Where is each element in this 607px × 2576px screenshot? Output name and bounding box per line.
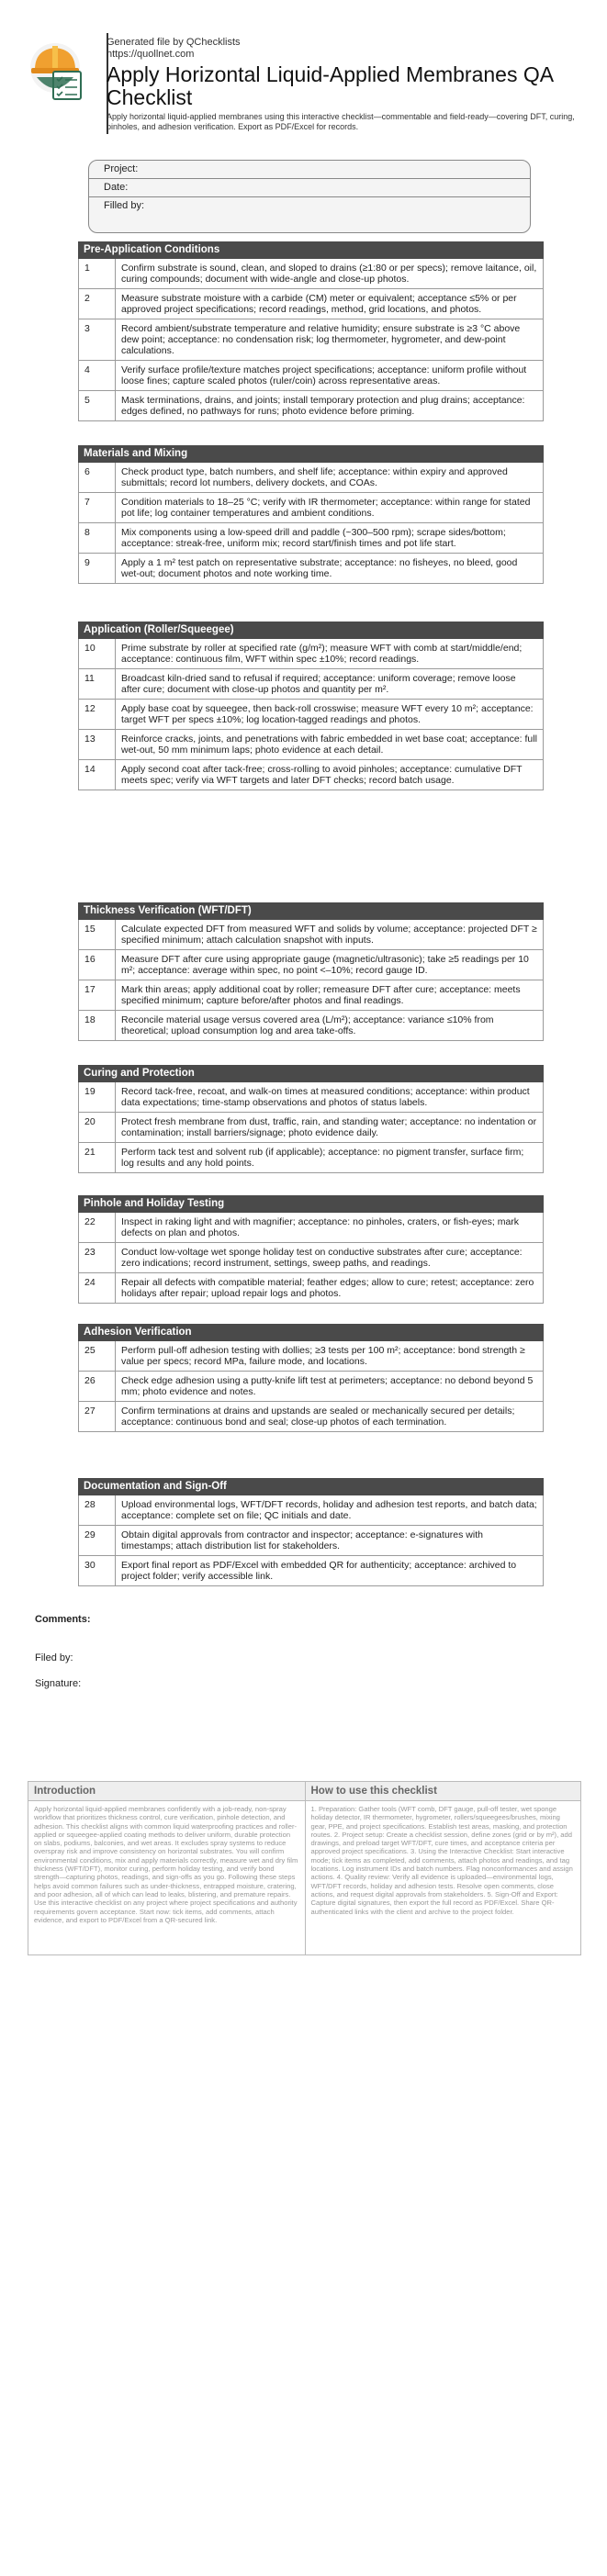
item-text: Apply a 1 m² test patch on representative substrate; acceptance: no fisheyes, no bleed, good wet-out; document photos and note working time.	[121, 557, 518, 579]
item-number: 25	[79, 1341, 116, 1371]
filed-by-label: Filed by:	[35, 1652, 73, 1663]
item-text: Obtain digital approvals from contractor and inspector; acceptance: e-signatures with timestamps; attach distribution list for stakeholders.	[121, 1529, 483, 1551]
checklist-item[interactable]	[78, 1526, 544, 1556]
how-to-panel	[305, 1782, 581, 1954]
item-text: Protect fresh membrane from dust, traffic, rain, and standing water; acceptance: no indentation or contamination; install barriers/signage; photo evidence daily.	[121, 1116, 537, 1138]
item-number: 2	[79, 289, 116, 319]
item-number: 5	[79, 391, 116, 420]
footer-info	[28, 1781, 581, 1955]
section-heading: Curing and Protection	[78, 1065, 544, 1082]
section-heading: Pre-Application Conditions	[78, 241, 544, 259]
item-number: 17	[79, 980, 116, 1010]
item-text: Apply base coat by squeegee, then back-roll crosswise; measure WFT every 10 m²; acceptance: target WFT per specs ±10%; log location-tagged readings and photos.	[121, 703, 534, 725]
item-text: Apply second coat after tack-free; cross-rolling to avoid pinholes; acceptance: cumulative DFT meets spec; verify via WFT targets and later DFT checks; record batch usage.	[121, 764, 523, 786]
item-text: Measure DFT after cure using appropriate gauge (magnetic/ultrasonic); take ≥5 readings per 10 m²; acceptance: average within spec, no point <–10%; record gauge ID.	[121, 954, 529, 976]
page-title: Apply Horizontal Liquid-Applied Membranes QA Checklist	[107, 62, 553, 109]
checklist-section	[78, 445, 544, 584]
item-number: 13	[79, 730, 116, 759]
checklist-section	[78, 241, 544, 421]
item-number: 1	[79, 259, 116, 288]
item-text: Broadcast kiln-dried sand to refusal if required; acceptance: uniform coverage; remove loose after cure; document with close-up photos and quantity per m².	[121, 673, 516, 695]
checklist-item[interactable]	[78, 493, 544, 523]
item-number: 11	[79, 669, 116, 699]
item-text: Record ambient/substrate temperature and relative humidity; ensure substrate is ≥3 °C above dew point; acceptance: no condensation risk; log thermometer, hygrometer, and dew-point calculations.	[121, 323, 521, 356]
item-text: Calculate expected DFT from measured WFT and solids by volume; acceptance: projected DFT ≥ specified minimum; attach calculation snapshot with inputs.	[121, 924, 537, 946]
section-heading: Thickness Verification (WFT/DFT)	[78, 902, 544, 920]
section-heading: Adhesion Verification	[78, 1324, 544, 1341]
checklist-item[interactable]	[78, 391, 544, 421]
item-number: 16	[79, 950, 116, 980]
item-number: 7	[79, 493, 116, 522]
introduction-panel	[28, 1782, 305, 1954]
checklist-item[interactable]	[78, 1556, 544, 1586]
item-text: Check product type, batch numbers, and shelf life; acceptance: within expiry and approved submittals; record lot numbers, delivery dockets, and COAs.	[121, 466, 508, 488]
item-text: Verify surface profile/texture matches project specifications; acceptance: uniform profile without loose fines; capture scaled photos (ruler/coin) across representative areas.	[121, 364, 527, 386]
page-subtitle: Apply horizontal liquid-applied membranes using this interactive checklist—commentable and field-ready—covering DFT, curing, pinholes, and adhesion verification. Export as PDF/Excel for records.	[107, 112, 575, 131]
comments-label: Comments:	[35, 1614, 91, 1625]
section-heading: Documentation and Sign-Off	[78, 1478, 544, 1495]
checklist-item[interactable]	[78, 523, 544, 554]
checklist-item[interactable]	[78, 730, 544, 760]
document-header	[28, 33, 588, 143]
item-number: 30	[79, 1556, 116, 1585]
checklist-item[interactable]	[78, 463, 544, 493]
item-text: Repair all defects with compatible material; feather edges; allow to cure; retest; acceptance: zero holidays after repair; upload repair logs and photos.	[121, 1277, 534, 1299]
item-number: 6	[79, 463, 116, 492]
item-text: Mix components using a low-speed drill and paddle (~300–500 rpm); scrape sides/bottom; acceptance: streak-free, uniform mix; record start/finish times and pot life start.	[121, 527, 506, 549]
checklist-item[interactable]	[78, 1143, 544, 1173]
item-number: 29	[79, 1526, 116, 1555]
checklist-item[interactable]	[78, 980, 544, 1011]
hardhat-checklist-logo-icon	[28, 39, 92, 103]
checklist-item[interactable]	[78, 700, 544, 730]
section-heading: Pinhole and Holiday Testing	[78, 1195, 544, 1213]
item-text: Conduct low-voltage wet sponge holiday test on conductive substrates after cure; acceptance: zero indications; record instrument, settings, sweep paths, and readings.	[121, 1247, 523, 1269]
item-number: 4	[79, 361, 116, 390]
checklist-item[interactable]	[78, 1011, 544, 1041]
item-number: 10	[79, 639, 116, 668]
checklist-section	[78, 1195, 544, 1304]
item-number: 19	[79, 1082, 116, 1112]
section-heading: Application (Roller/Squeegee)	[78, 622, 544, 639]
checklist-item[interactable]	[78, 1243, 544, 1273]
checklist-item[interactable]	[78, 1341, 544, 1372]
item-text: Mark thin areas; apply additional coat by roller; remeasure DFT after cure; acceptance: meets specified minimum; capture before/after photos and final readings.	[121, 984, 521, 1006]
checklist-item[interactable]	[78, 259, 544, 289]
item-text: Perform pull-off adhesion testing with dollies; ≥3 tests per 100 m²; acceptance: bond strength ≥ value per specs; record MPa, failure mode, and locations.	[121, 1345, 525, 1367]
item-number: 9	[79, 554, 116, 583]
item-text: Inspect in raking light and with magnifier; acceptance: no pinholes, craters, or fish-eyes; mark defects on plan and photos.	[121, 1216, 520, 1238]
project-field[interactable]: Project:	[89, 161, 530, 179]
item-number: 23	[79, 1243, 116, 1272]
how-to-text: 1. Preparation: Gather tools (WFT comb, DFT gauge, pull-off tester, wet sponge holiday detector, IR thermometer, hygrometer, rollers/squeegees/brushes, mixing gear, PPE, and project specifications. Establish test areas, masking, and protection routes. 2. Project setup: Create a checklist session, define zones (grid or by m²), add drawings, and preload target WFT/DFT, cure times, and acceptance criteria per approved project specifications. 3. Using the Interactive Checklist: Start interactive mode; tick items as completed, add comments, attach photos and readings, and tag locations. Log instrument IDs and batch numbers. Flag nonconformances and assign actions. 4. Quality review: Verify all evidence is uploaded—environmental logs, WFT/DFT records, holiday and adhesion tests. Resolve open comments, close actions, and request digital approvals from stakeholders. 5. Sign-Off and Export: Capture digital signatures, then export the full record as PDF/Excel. Share QR-authenticated links with the client and archive to the project folder.	[310, 1805, 573, 1916]
item-number: 15	[79, 920, 116, 949]
item-text: Record tack-free, recoat, and walk-on times at measured conditions; acceptance: within product data expectations; time-stamp observations and photos of status labels.	[121, 1086, 530, 1108]
checklist-item[interactable]	[78, 950, 544, 980]
item-text: Perform tack test and solvent rub (if applicable); acceptance: no pigment transfer, surface firm; log results and any hold points.	[121, 1147, 524, 1169]
item-text: Confirm terminations at drains and upstands are sealed or mechanically secured per details; acceptance: continuous bond and seal; close-up photos of each termination.	[121, 1406, 515, 1428]
checklist-item[interactable]	[78, 554, 544, 584]
item-number: 27	[79, 1402, 116, 1431]
checklist-item[interactable]	[78, 1402, 544, 1432]
project-info-box	[88, 160, 531, 233]
item-text: Export final report as PDF/Excel with embedded QR for authenticity; acceptance: archived to project folder; verify accessible link.	[121, 1560, 517, 1582]
checklist-section	[78, 1478, 544, 1586]
date-field[interactable]: Date:	[89, 179, 530, 197]
item-text: Mask terminations, drains, and joints; install temporary protection and plug drains; acceptance: edges defined, no pathways for runs; photo evidence before priming.	[121, 395, 525, 417]
checklist-item[interactable]	[78, 1273, 544, 1304]
item-text: Prime substrate by roller at specified rate (g/m²); measure WFT with comb at start/middle/end; acceptance: continuous film, WFT within spec ±10%; record readings.	[121, 643, 523, 665]
item-number: 14	[79, 760, 116, 790]
item-text: Check edge adhesion using a putty-knife lift test at perimeters; acceptance: no debond beyond 5 mm; photo evidence and notes.	[121, 1375, 534, 1397]
checklist-item[interactable]	[78, 1495, 544, 1526]
item-text: Upload environmental logs, WFT/DFT records, holiday and adhesion test reports, and batch data; acceptance: complete set on file; QC initials and date.	[121, 1499, 537, 1521]
site-url[interactable]: https://quollnet.com	[107, 49, 195, 60]
checklist-item[interactable]	[78, 1213, 544, 1243]
item-number: 8	[79, 523, 116, 553]
checklist-item[interactable]	[78, 1372, 544, 1402]
item-number: 26	[79, 1372, 116, 1401]
item-number: 28	[79, 1495, 116, 1525]
checklist-item[interactable]	[78, 289, 544, 319]
checklist-item[interactable]	[78, 669, 544, 700]
introduction-heading: Introduction	[28, 1782, 305, 1801]
checklist-section	[78, 1324, 544, 1432]
item-text: Condition materials to 18–25 °C; verify with IR thermometer; acceptance: within range for stated pot life; log container temperatures and ambient conditions.	[121, 497, 531, 519]
how-to-heading: How to use this checklist	[306, 1782, 581, 1801]
checklist-item[interactable]	[78, 1113, 544, 1143]
item-number: 20	[79, 1113, 116, 1142]
checklist-item[interactable]	[78, 361, 544, 391]
checklist-item[interactable]	[78, 319, 544, 361]
item-number: 24	[79, 1273, 116, 1303]
item-number: 3	[79, 319, 116, 360]
checklist-section	[78, 1065, 544, 1173]
item-number: 21	[79, 1143, 116, 1172]
item-number: 12	[79, 700, 116, 729]
checklist-item[interactable]	[78, 1082, 544, 1113]
item-number: 18	[79, 1011, 116, 1040]
checklist-section	[78, 622, 544, 790]
checklist-item[interactable]	[78, 920, 544, 950]
item-text: Reconcile material usage versus covered area (L/m²); acceptance: variance ≤10% from theoretical; upload consumption log and area take-offs.	[121, 1014, 494, 1036]
item-number: 22	[79, 1213, 116, 1242]
section-heading: Materials and Mixing	[78, 445, 544, 463]
checklist-section	[78, 902, 544, 1041]
item-text: Confirm substrate is sound, clean, and sloped to drains (≥1:80 or per specs); remove laitance, oil, curing compounds; document with wide-angle and close-up photos.	[121, 263, 537, 285]
checklist-item[interactable]	[78, 760, 544, 790]
generated-by: Generated file by QChecklists	[107, 37, 241, 48]
checklist-item[interactable]	[78, 639, 544, 669]
signature-label: Signature:	[35, 1678, 82, 1689]
introduction-text: Apply horizontal liquid-applied membranes confidently with a job-ready, non-spray workflow that prioritizes thickness control, cure verification, pinhole detection, and adhesion. This checklist aligns with common liquid waterproofing practices and roller-applied or squeegee-applied coating methods to deliver uniform, durable protection on slabs, podiums, balconies, and wet areas. It excludes spray systems to reduce overspray risk and improve consistency on horizontal substrates. You will confirm environmental conditions, mix and apply materials correctly, measure wet and dry film thickness (WFT/DFT), monitor curing, perform holiday testing, and verify bond strength—capturing photos, readings, and sign-offs as you go. Following these steps helps avoid common failures such as under-thickness, entrapped moisture, cratering, and poor adhesion, all of which can lead to leaks, blistering, and premature repairs. Use this interactive checklist on any project where project specifications and authority requirements govern acceptance. Start now: tick items, add comments, attach evidence, and export to PDF/Excel from a QR-secured link.	[34, 1805, 298, 1924]
filled-by-field[interactable]: Filled by:	[104, 200, 145, 211]
item-text: Reinforce cracks, joints, and penetrations with fabric embedded in wet base coat; acceptance: full wet-out, 50 mm minimum laps; photo evidence at each detail.	[121, 734, 537, 756]
item-text: Measure substrate moisture with a carbide (CM) meter or equivalent; acceptance ≤5% or per approved project specifications; record readings, method, grid locations, and photos.	[121, 293, 517, 315]
